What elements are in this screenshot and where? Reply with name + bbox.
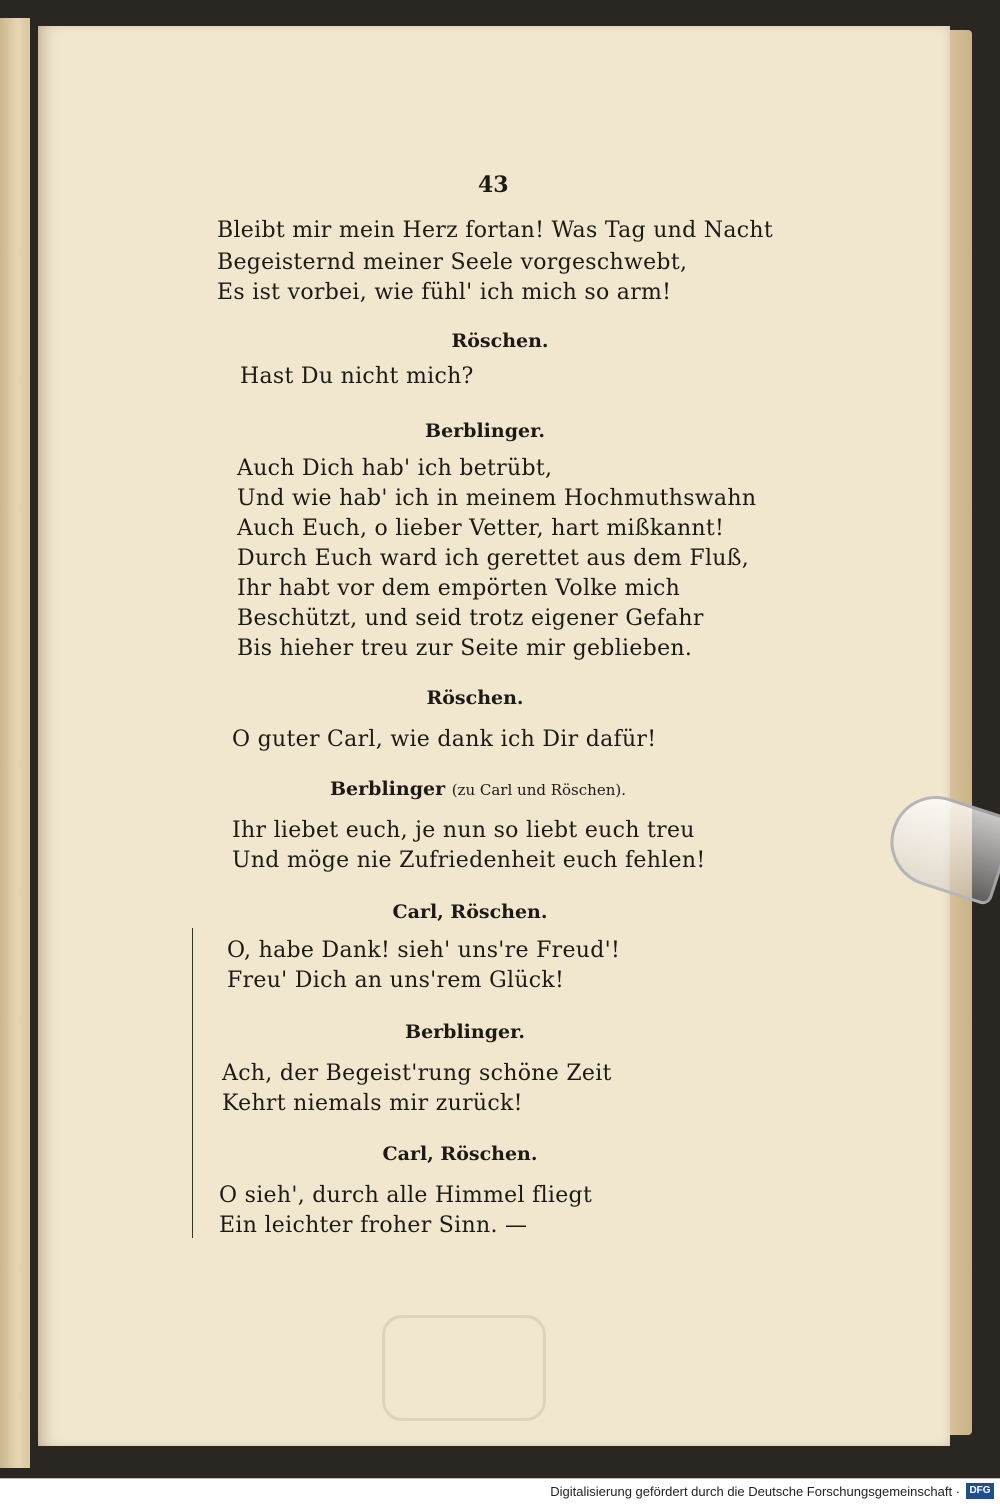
speaker-name: Carl, Röschen. [392,901,548,923]
footer-bar [0,1478,1000,1504]
duet-bracket [192,928,193,1238]
verse-line: O guter Carl, wie dank ich Dir dafür! [232,727,657,752]
speaker-name: Berblinger. [405,1021,525,1043]
verse-line: Bleibt mir mein Herz fortan! Was Tag und Nacht [217,218,774,243]
verse-line: Und möge nie Zufriedenheit euch fehlen! [232,848,706,873]
verse-line: Ihr liebet euch, je nun so liebt euch treu [232,818,695,843]
verse-line: Beschützt, und seid trotz eigener Gefahr [237,606,704,631]
speaker-name: Röschen. [426,687,524,709]
verse-line: Durch Euch ward ich gerettet aus dem Fluß, [237,546,750,571]
verse-line: Kehrt niemals mir zurück! [222,1091,523,1116]
speaker-name: Carl, Röschen. [382,1143,538,1165]
verse-line: Auch Euch, o lieber Vetter, hart mißkannt! [237,516,725,541]
verse-line: Begeisternd meiner Seele vorgeschwebt, [217,250,688,275]
verse-line: Ihr habt vor dem empörten Volke mich [237,576,681,601]
page-number: 43 [478,172,509,198]
speaker-name: Röschen. [451,330,549,352]
speaker-name [330,778,626,800]
speaker-name: Berblinger. [425,420,545,442]
speaker-name-text: Berblinger [330,778,446,800]
verse-line: Und wie hab' ich in meinem Hochmuthswahn [237,486,757,511]
footer-credit: Digitalisierung gefördert durch die Deutsche Forschungsgemeinschaft · [550,1484,960,1499]
verse-line: O, habe Dank! sieh' uns're Freud'! [227,938,621,963]
verse-line: Ach, der Begeist'rung schöne Zeit [222,1061,612,1086]
verse-line: Ein leichter froher Sinn. — [219,1213,528,1238]
verse-line: Es ist vorbei, wie fühl' ich mich so arm! [217,280,672,305]
dfg-logo-icon: DFG [966,1483,994,1499]
verse-line: Auch Dich hab' ich betrübt, [237,456,553,481]
stage-direction: (zu Carl und Röschen). [451,781,626,799]
verse-line: Hast Du nicht mich? [240,364,474,389]
verse-line: O sieh', durch alle Himmel fliegt [219,1183,593,1208]
verse-line: Freu' Dich an uns'rem Glück! [227,968,565,993]
verse-line: Bis hieher treu zur Seite mir geblieben. [237,636,693,661]
